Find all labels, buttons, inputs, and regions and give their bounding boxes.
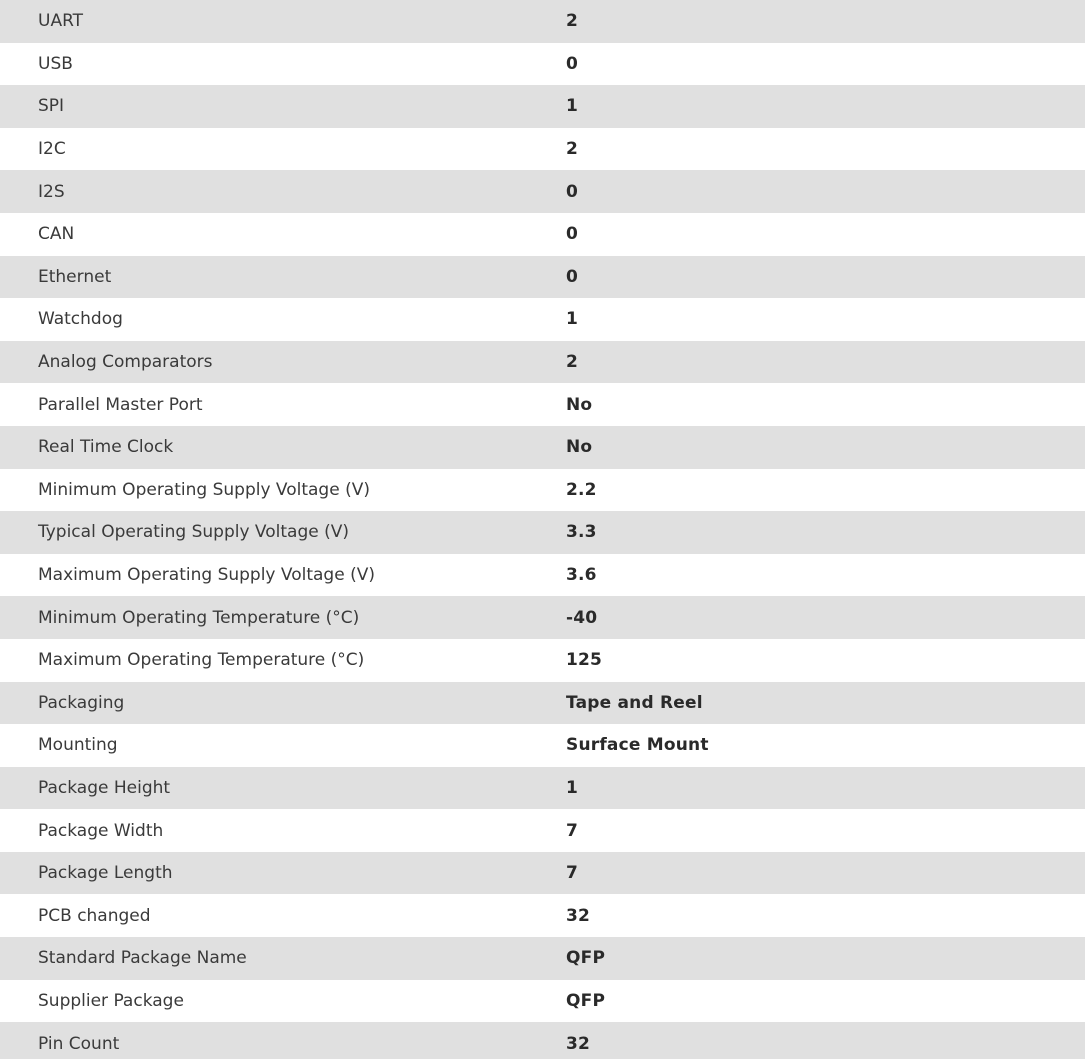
table-row (0, 0, 1085, 43)
spec-value: -40 (566, 607, 598, 628)
spec-label: Package Length (38, 863, 173, 884)
spec-label: Maximum Operating Temperature (°C) (38, 650, 365, 671)
spec-value: 0 (566, 181, 579, 202)
table-row (0, 809, 1085, 852)
table-row (0, 639, 1085, 682)
spec-value: No (566, 394, 593, 415)
spec-value: 1 (566, 96, 579, 117)
table-row (0, 937, 1085, 980)
spec-value: 1 (566, 777, 579, 798)
spec-label: Package Width (38, 820, 164, 841)
spec-label: UART (38, 11, 84, 32)
spec-value: 0 (566, 53, 579, 74)
spec-label: SPI (38, 96, 65, 117)
spec-label: Parallel Master Port (38, 394, 203, 415)
table-row (0, 852, 1085, 895)
spec-value: QFP (566, 948, 606, 969)
spec-label: Typical Operating Supply Voltage (V) (38, 522, 349, 543)
spec-value: 7 (566, 863, 579, 884)
table-row (0, 1022, 1085, 1059)
table-row (0, 170, 1085, 213)
spec-label: USB (38, 53, 73, 74)
spec-label: Watchdog (38, 309, 123, 330)
table-row (0, 894, 1085, 937)
spec-label: Packaging (38, 692, 125, 713)
spec-label: Mounting (38, 735, 118, 756)
table-row (0, 724, 1085, 767)
spec-label: Pin Count (38, 1033, 120, 1054)
table-row (0, 341, 1085, 384)
spec-label: Ethernet (38, 266, 112, 287)
spec-value: 3.6 (566, 565, 597, 586)
table-row (0, 85, 1085, 128)
spec-label: Analog Comparators (38, 352, 213, 373)
table-row (0, 213, 1085, 256)
table-row (0, 554, 1085, 597)
table-row (0, 511, 1085, 554)
spec-value: 3.3 (566, 522, 597, 543)
table-row (0, 128, 1085, 171)
spec-value: 0 (566, 266, 579, 287)
spec-value: 32 (566, 905, 591, 926)
spec-label: Package Height (38, 777, 171, 798)
table-row (0, 767, 1085, 810)
table-row (0, 596, 1085, 639)
spec-label: CAN (38, 224, 75, 245)
table-row (0, 298, 1085, 341)
table-row (0, 43, 1085, 86)
table-row (0, 383, 1085, 426)
spec-label: Supplier Package (38, 990, 184, 1011)
spec-label: Maximum Operating Supply Voltage (V) (38, 565, 375, 586)
spec-value: 2 (566, 139, 579, 160)
spec-value: 125 (566, 650, 603, 671)
spec-label: Real Time Clock (38, 437, 174, 458)
table-row (0, 980, 1085, 1023)
spec-label: Minimum Operating Supply Voltage (V) (38, 479, 370, 500)
spec-value: 1 (566, 309, 579, 330)
table-row (0, 469, 1085, 512)
spec-label: I2C (38, 139, 66, 160)
spec-value: 2.2 (566, 479, 597, 500)
spec-label: Standard Package Name (38, 948, 247, 969)
table-row (0, 426, 1085, 469)
table-row (0, 256, 1085, 299)
spec-label: I2S (38, 181, 65, 202)
spec-value: 0 (566, 224, 579, 245)
table-row (0, 682, 1085, 725)
spec-value: Tape and Reel (566, 692, 703, 713)
spec-value: QFP (566, 990, 606, 1011)
spec-value: No (566, 437, 593, 458)
spec-value: 7 (566, 820, 579, 841)
spec-value: 2 (566, 11, 579, 32)
spec-value: 2 (566, 352, 579, 373)
spec-value: 32 (566, 1033, 591, 1054)
spec-value: Surface Mount (566, 735, 709, 756)
spec-label: PCB changed (38, 905, 151, 926)
spec-label: Minimum Operating Temperature (°C) (38, 607, 360, 628)
